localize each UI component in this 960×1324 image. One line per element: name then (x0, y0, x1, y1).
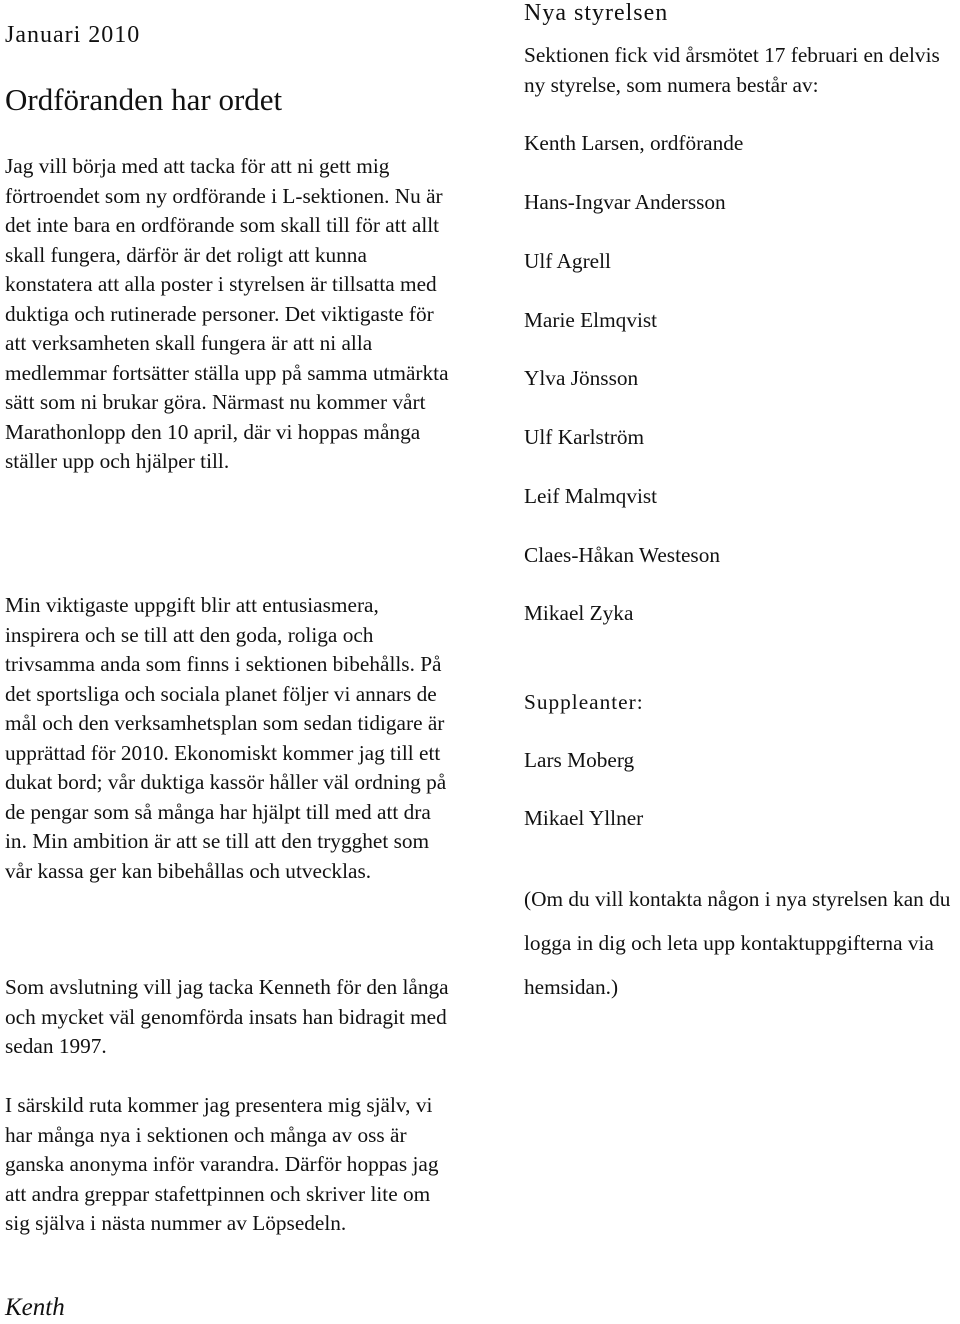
board-member: Leif Malmqvist (524, 484, 658, 508)
board-member: Marie Elmqvist (524, 308, 658, 332)
substitute-member: Lars Moberg (524, 748, 635, 772)
board-member: Mikael Zyka (524, 601, 634, 625)
substitute-member: Mikael Yllner (524, 806, 644, 830)
article-signature: Kenth (5, 1294, 65, 1321)
board-member-chair: Kenth Larsen, ordförande (524, 131, 744, 155)
board-member: Claes-Håkan Westeson (524, 543, 721, 567)
board-member: Ylva Jönsson (524, 366, 639, 390)
board-member: Ulf Karlström (524, 425, 645, 449)
substitutes-heading: Suppleanter: (524, 690, 644, 714)
contact-note: (Om du vill kontakta någon i nya styrelsen kan du logga in dig och leta upp kontaktuppgifterna via hemsidan.) (524, 887, 951, 999)
article-heading: Ordföranden har ordet (5, 82, 283, 117)
article-paragraph-4: I särskild ruta kommer jag presentera mig själv, vi har många nya i sektionen och många av oss är ganska anonyma inför varandra. Därför hoppas jag att andra greppar stafettpinnen och skriver lite om sig själva i nästa nummer av Löpsedeln. (5, 1093, 439, 1235)
board-heading: Nya styrelsen (524, 0, 669, 26)
board-member: Ulf Agrell (524, 249, 611, 273)
board-intro: Sektionen fick vid årsmötet 17 februari en delvis ny styrelse, som numera består av: (524, 43, 940, 97)
article-paragraph-1: Jag vill börja med att tacka för att ni gett mig förtroendet som ny ordförande i L-sektionen. Nu är det inte bara en ordförande som skall till för att allt skall fungera, därför är det roligt att kunna konstatera att alla poster i styrelsen är tillsatta med duktiga och rutinerade personer. Det viktigaste för att verksamheten skall fungera är att ni alla medlemmar fortsätter ställa upp på samma utmärkta sätt som ni brukar göra. Närmast nu kommer vårt Marathonlopp den 10 april, där vi hoppas många ställer upp och hjälper till. (5, 154, 449, 473)
board-member: Hans-Ingvar Andersson (524, 190, 726, 214)
article-paragraph-2: Min viktigaste uppgift blir att entusiasmera, inspirera och se till att den goda, roliga och trivsamma anda som finns i sektionen bibehålls. På det sportsliga och sociala planet följer vi annars de mål och den verksamhetsplan som sedan tidigare är upprättad för 2010. Ekonomiskt kommer jag till ett dukat bord; vår duktiga kassör håller väl ordning på de pengar som så många har hjälpt till med att dra in. Min ambition är att se till att den trygghet som vår kassa ger kan bibehållas och utvecklas. (5, 593, 447, 883)
issue-date: Januari 2010 (5, 22, 141, 48)
article-paragraph-3: Som avslutning vill jag tacka Kenneth för den långa och mycket väl genomförda insats han bidragit med sedan 1997. (5, 975, 449, 1058)
